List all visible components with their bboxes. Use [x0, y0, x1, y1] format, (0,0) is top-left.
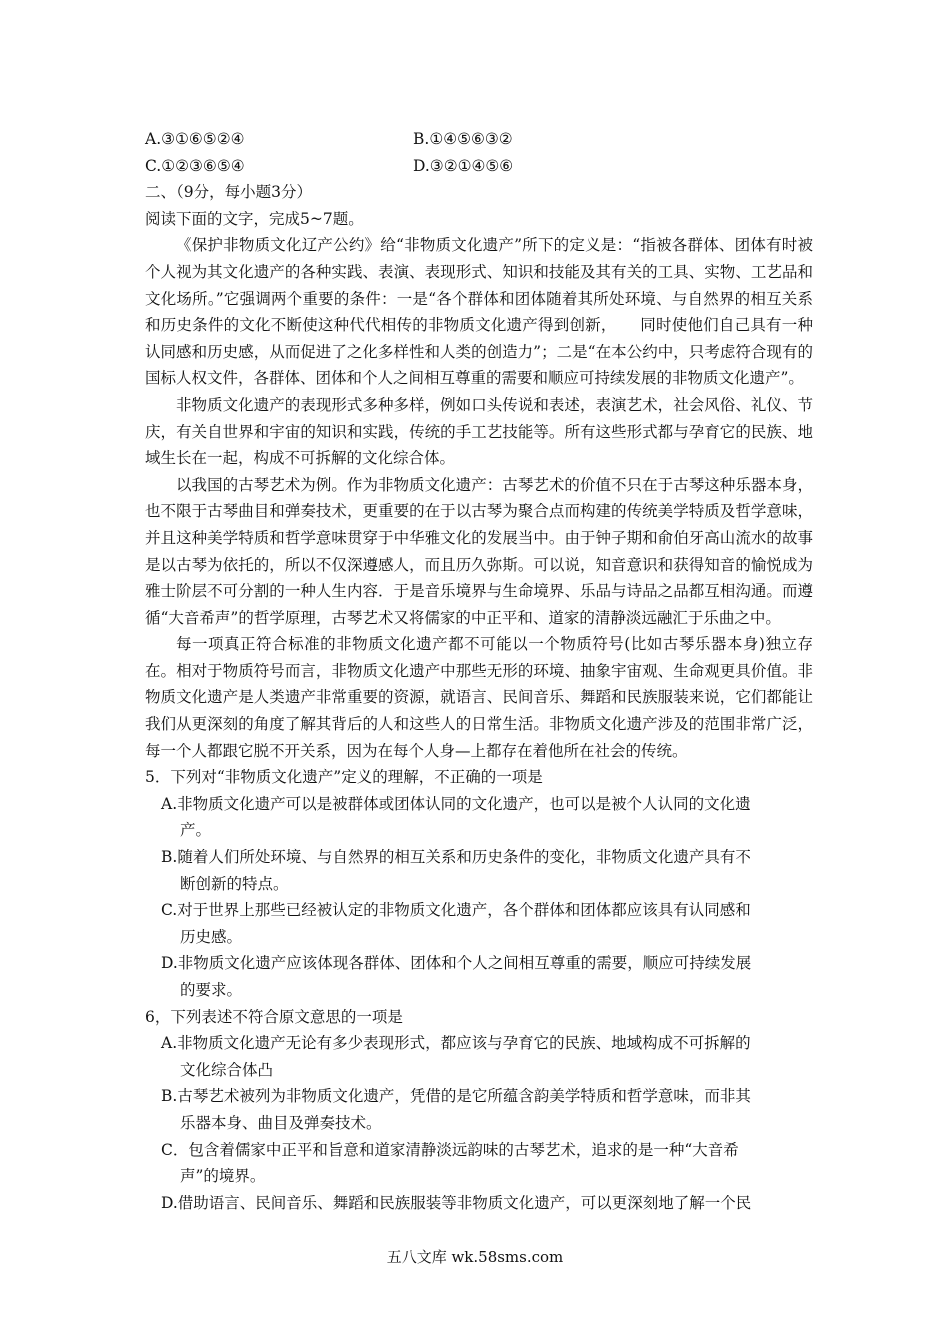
q5-option-d-line2: 的要求。 [180, 981, 243, 999]
q5-option-b-line1: B.随着人们所处环境、与自然界的相互关系和历史条件的变化，非物质文化遗产具有不 [161, 848, 751, 867]
q5-option-b-line2: 断创新的特点。 [180, 874, 289, 893]
option-a: A.③①⑥⑤②④ [145, 130, 245, 148]
q6-option-d [161, 1190, 813, 1217]
q6-option-c-line2: 声”的境界。 [180, 1167, 266, 1186]
paragraph-2: 非物质文化遗产的表现形式多种多样，例如口头传说和表述，表演艺术，社会风俗、礼仪、节庆，有关自世界和宇宙的知识和实践，传统的手工艺技能等。所有这些形式都与孕育它的民族、地域生长在一起，构成不可拆解的文化综合体。 [145, 395, 813, 468]
q5-option-c-line1: C.对于世界上那些已经被认定的非物质文化遗产，各个群体和团体都应该具有认同感和 [161, 901, 751, 920]
paragraph-3: 以我国的古琴艺术为例。作为非物质文化遗产：古琴艺术的价值不只在于古琴这种乐器本身，也不限于古琴曲目和弹奏技术，更重要的在于以古琴为聚合点而构建的传统美学特质及哲学意味，并且这种美学特质和哲学意味贯穿于中华雅文化的发展当中。由于钟子期和俞伯牙高山流水的故事是以古琴为依托的，所以不仅深遵感人，而且历久弥斯。可以说，知音意识和获得知音的愉悦成为雅士阶层不可分割的一种人生内容．于是音乐境界与生命境界、乐品与诗品之品都互相沟通。而遵循“大音希声”的哲学原理，古琴艺术又将儒家的中正平和、道家的清静淡远融汇于乐曲之中。 [145, 475, 813, 627]
q5-option-b [161, 844, 813, 897]
q5-option-c [161, 897, 813, 950]
q6-option-d-line1: D.借助语言、民间音乐、舞蹈和民族服装等非物质文化遗产，可以更深刻地了解一个民 [161, 1193, 752, 1212]
option-d: D.③②①④⑤⑥ [413, 156, 514, 175]
q6-option-c [161, 1137, 813, 1190]
paragraph-1: 《保护非物质文化辽产公约》给“非物质文化遗产”所下的定义是：“指被各群体、团体有时被个人视为其文化遗产的各种实践、表演、表现形式、知识和技能及其有关的工具、实物、工艺品和文化场所。”它强调两个重要的条件：一是“各个群体和团体随着其所处环境、与自然界的相互关系和历史条件的文化不断使这种代代相传的非物质文化遗产得到创新， 同时使他们自己具有一种认同感和历史感，从而促进了之化多样性和人类的创造力”；二是“在本公约中，只考虑符合现有的国标人权文件，各群体、团体和个人之间相互尊重的需要和顺应可持续发展的非物质文化遗产”。 [145, 236, 813, 388]
q5-option-a-line2: 产。 [180, 821, 212, 840]
q6-option-b [161, 1083, 813, 1136]
page-footer: 五八文库 wk.58sms.com [386, 1248, 564, 1266]
question-6-stem: 6，下列表述不符合原文意思的一项是 [145, 1007, 403, 1026]
q6-option-a [161, 1030, 813, 1083]
q6-option-a-line2: 文化综合体凸 [180, 1060, 274, 1079]
page-content [145, 126, 813, 1216]
q6-option-a-line1: A.非物质文化遗产无论有多少表现形式，都应该与孕育它的民族、地域构成不可拆解的 [161, 1034, 751, 1053]
instruction: 阅读下面的文字，完成5~7题。 [145, 209, 364, 228]
option-b: B.①④⑤⑥③② [413, 130, 513, 148]
question-5-stem: 5．下列对“非物质文化遗产”定义的理解，不正确的一项是 [145, 768, 543, 787]
q6-option-c-line1: C．包含着儒家中正平和旨意和道家清静淡远韵味的古琴艺术，追求的是一种“大音希 [161, 1140, 739, 1159]
q5-option-a [161, 791, 813, 844]
options-row-2 [145, 153, 813, 180]
q6-option-b-line1: B.古琴艺术被列为非物质文化遗产，凭借的是它所蕴含韵美学特质和哲学意味，而非其 [161, 1087, 751, 1106]
options-row-1 [145, 126, 813, 153]
option-c: C.①②③⑥⑤④ [145, 156, 245, 175]
q5-option-a-line1: A.非物质文化遗产可以是被群体或团体认同的文化遗产，也可以是被个人认同的文化遗 [161, 794, 751, 813]
q5-option-c-line2: 历史感。 [180, 927, 243, 946]
section-heading: 二、（9分，每小题3分） [145, 183, 312, 202]
q6-option-b-line2: 乐器本身、曲目及弹奏技术。 [180, 1113, 382, 1132]
q5-option-d-line1: D.非物质文化遗产应该体现各群体、团体和个人之间相互尊重的需要，顺应可持续发展 [161, 954, 752, 973]
paragraph-4: 每一项真正符合标准的非物质文化遗产都不可能以一个物质符号(比如古琴乐器本身)独立存在。相对于物质符号而言，非物质文化遗产中那些无形的环境、抽象宇宙观、生命观更具价值。非物质文化遗产是人类遗产非常重要的资源，就语言、民间音乐、舞蹈和民族服装来说，它们都能让我们从更深刻的角度了解其背后的人和这些人的日常生活。非物质文化遗产涉及的范围非常广泛，每一个人都跟它脱不开关系，因为在每个人身—上都存在着他所在社会的传统。 [145, 635, 813, 760]
q5-option-d [161, 950, 813, 1003]
